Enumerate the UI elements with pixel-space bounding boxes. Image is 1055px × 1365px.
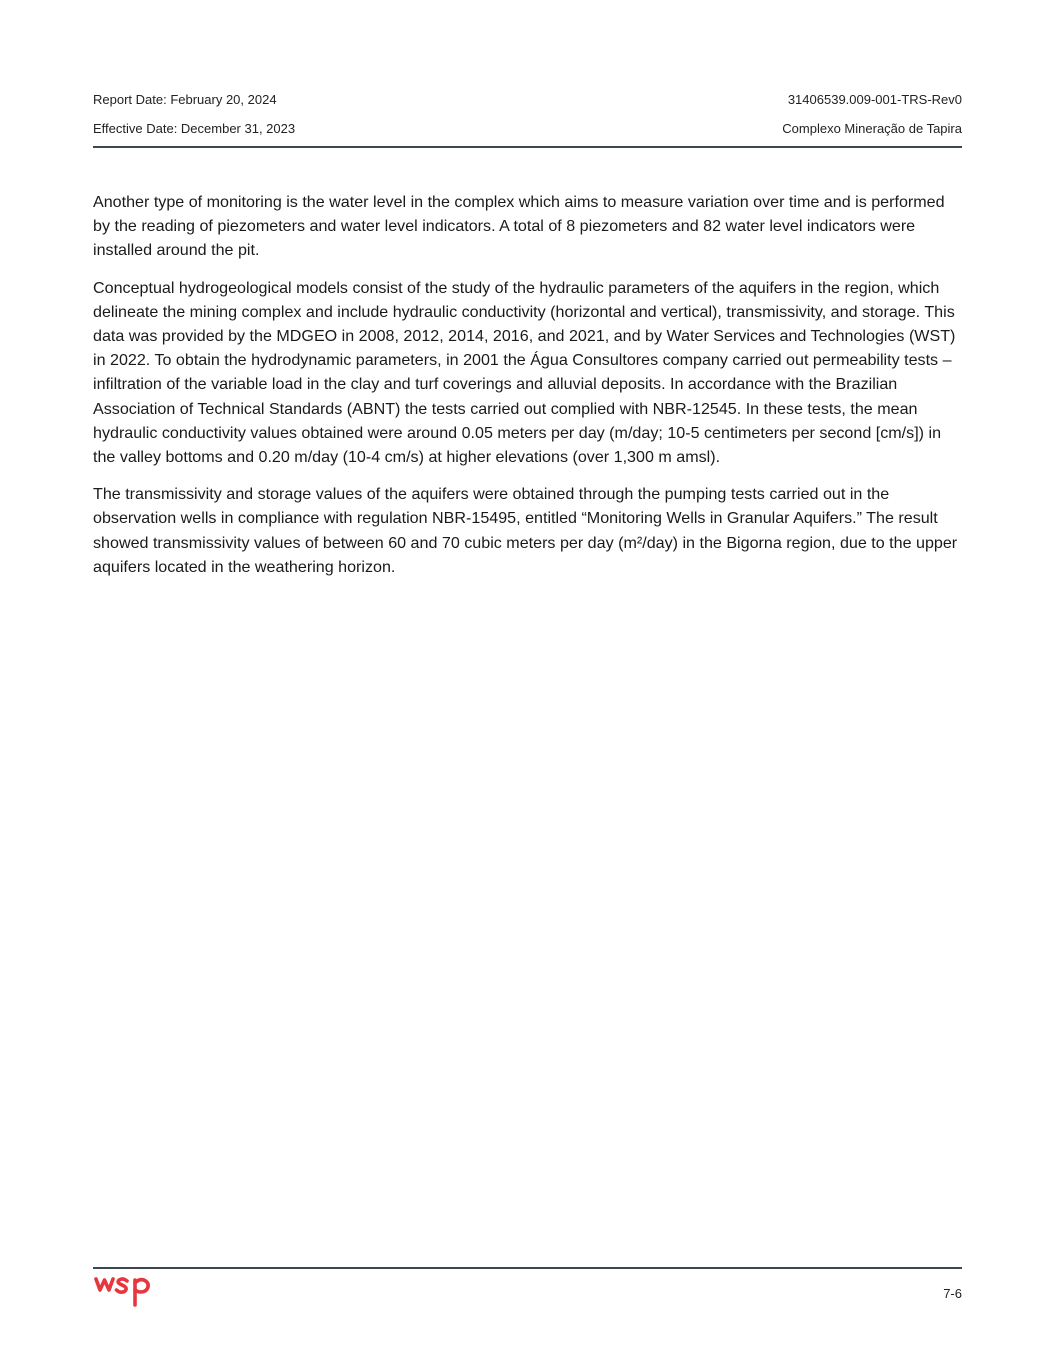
project-name: Complexo Mineração de Tapira [782, 121, 962, 136]
document-number: 31406539.009-001-TRS-Rev0 [787, 92, 962, 107]
header-row-2 [93, 121, 962, 137]
page-header [93, 92, 962, 137]
footer-divider [93, 1267, 962, 1269]
header-divider [93, 146, 962, 148]
header-row-1 [93, 92, 962, 108]
paragraph-transmissivity: The transmissivity and storage values of the aquifers were obtained through the pumping tests carried out in the observation wells in compliance with regulation NBR-15495, entitled “Monitoring Wells in Granular Aquifers.” The result showed transmissivity values of between 60 and 70 cubic meters per day (m²/day) in the Bigorna region, due to the upper aquifers located in the weathering horizon. [93, 485, 958, 576]
paragraph-monitoring: Another type of monitoring is the water level in the complex which aims to measure variation over time and is performed by the reading of piezometers and water level indicators. A total of 8 piezometers and 82 water level indicators were installed around the pit. [93, 193, 945, 260]
body-text [93, 190, 965, 592]
report-date: Report Date: February 20, 2024 [93, 92, 277, 107]
page-number: 7-6 [943, 1286, 962, 1301]
effective-date: Effective Date: December 31, 2023 [93, 121, 296, 136]
paragraph-conceptual-models: Conceptual hydrogeological models consist of the study of the hydraulic parameters of the aquifers in the region, which delineate the mining complex and include hydraulic conductivity (horizontal and vertical), transmissivity, and storage. This data was provided by the MDGEO in 2008, 2012, 2014, 2016, and 2021, and by Water Services and Technologies (WST) in 2022. To obtain the hydrodynamic parameters, in 2001 the Água Consultores company carried out permeability tests – infiltration of the variable load in the clay and turf coverings and alluvial deposits. In accordance with the Brazilian Association of Technical Standards (ABNT) the tests carried out complied with NBR-12545. In these tests, the mean hydraulic conductivity values obtained were around 0.05 meters per day (m/day; 10-5 centimeters per second [cm/s]) in the valley bottoms and 0.20 m/day (10-4 cm/s) at higher elevations (over 1,300 m amsl). [93, 278, 956, 467]
wsp-logo [93, 1274, 157, 1308]
